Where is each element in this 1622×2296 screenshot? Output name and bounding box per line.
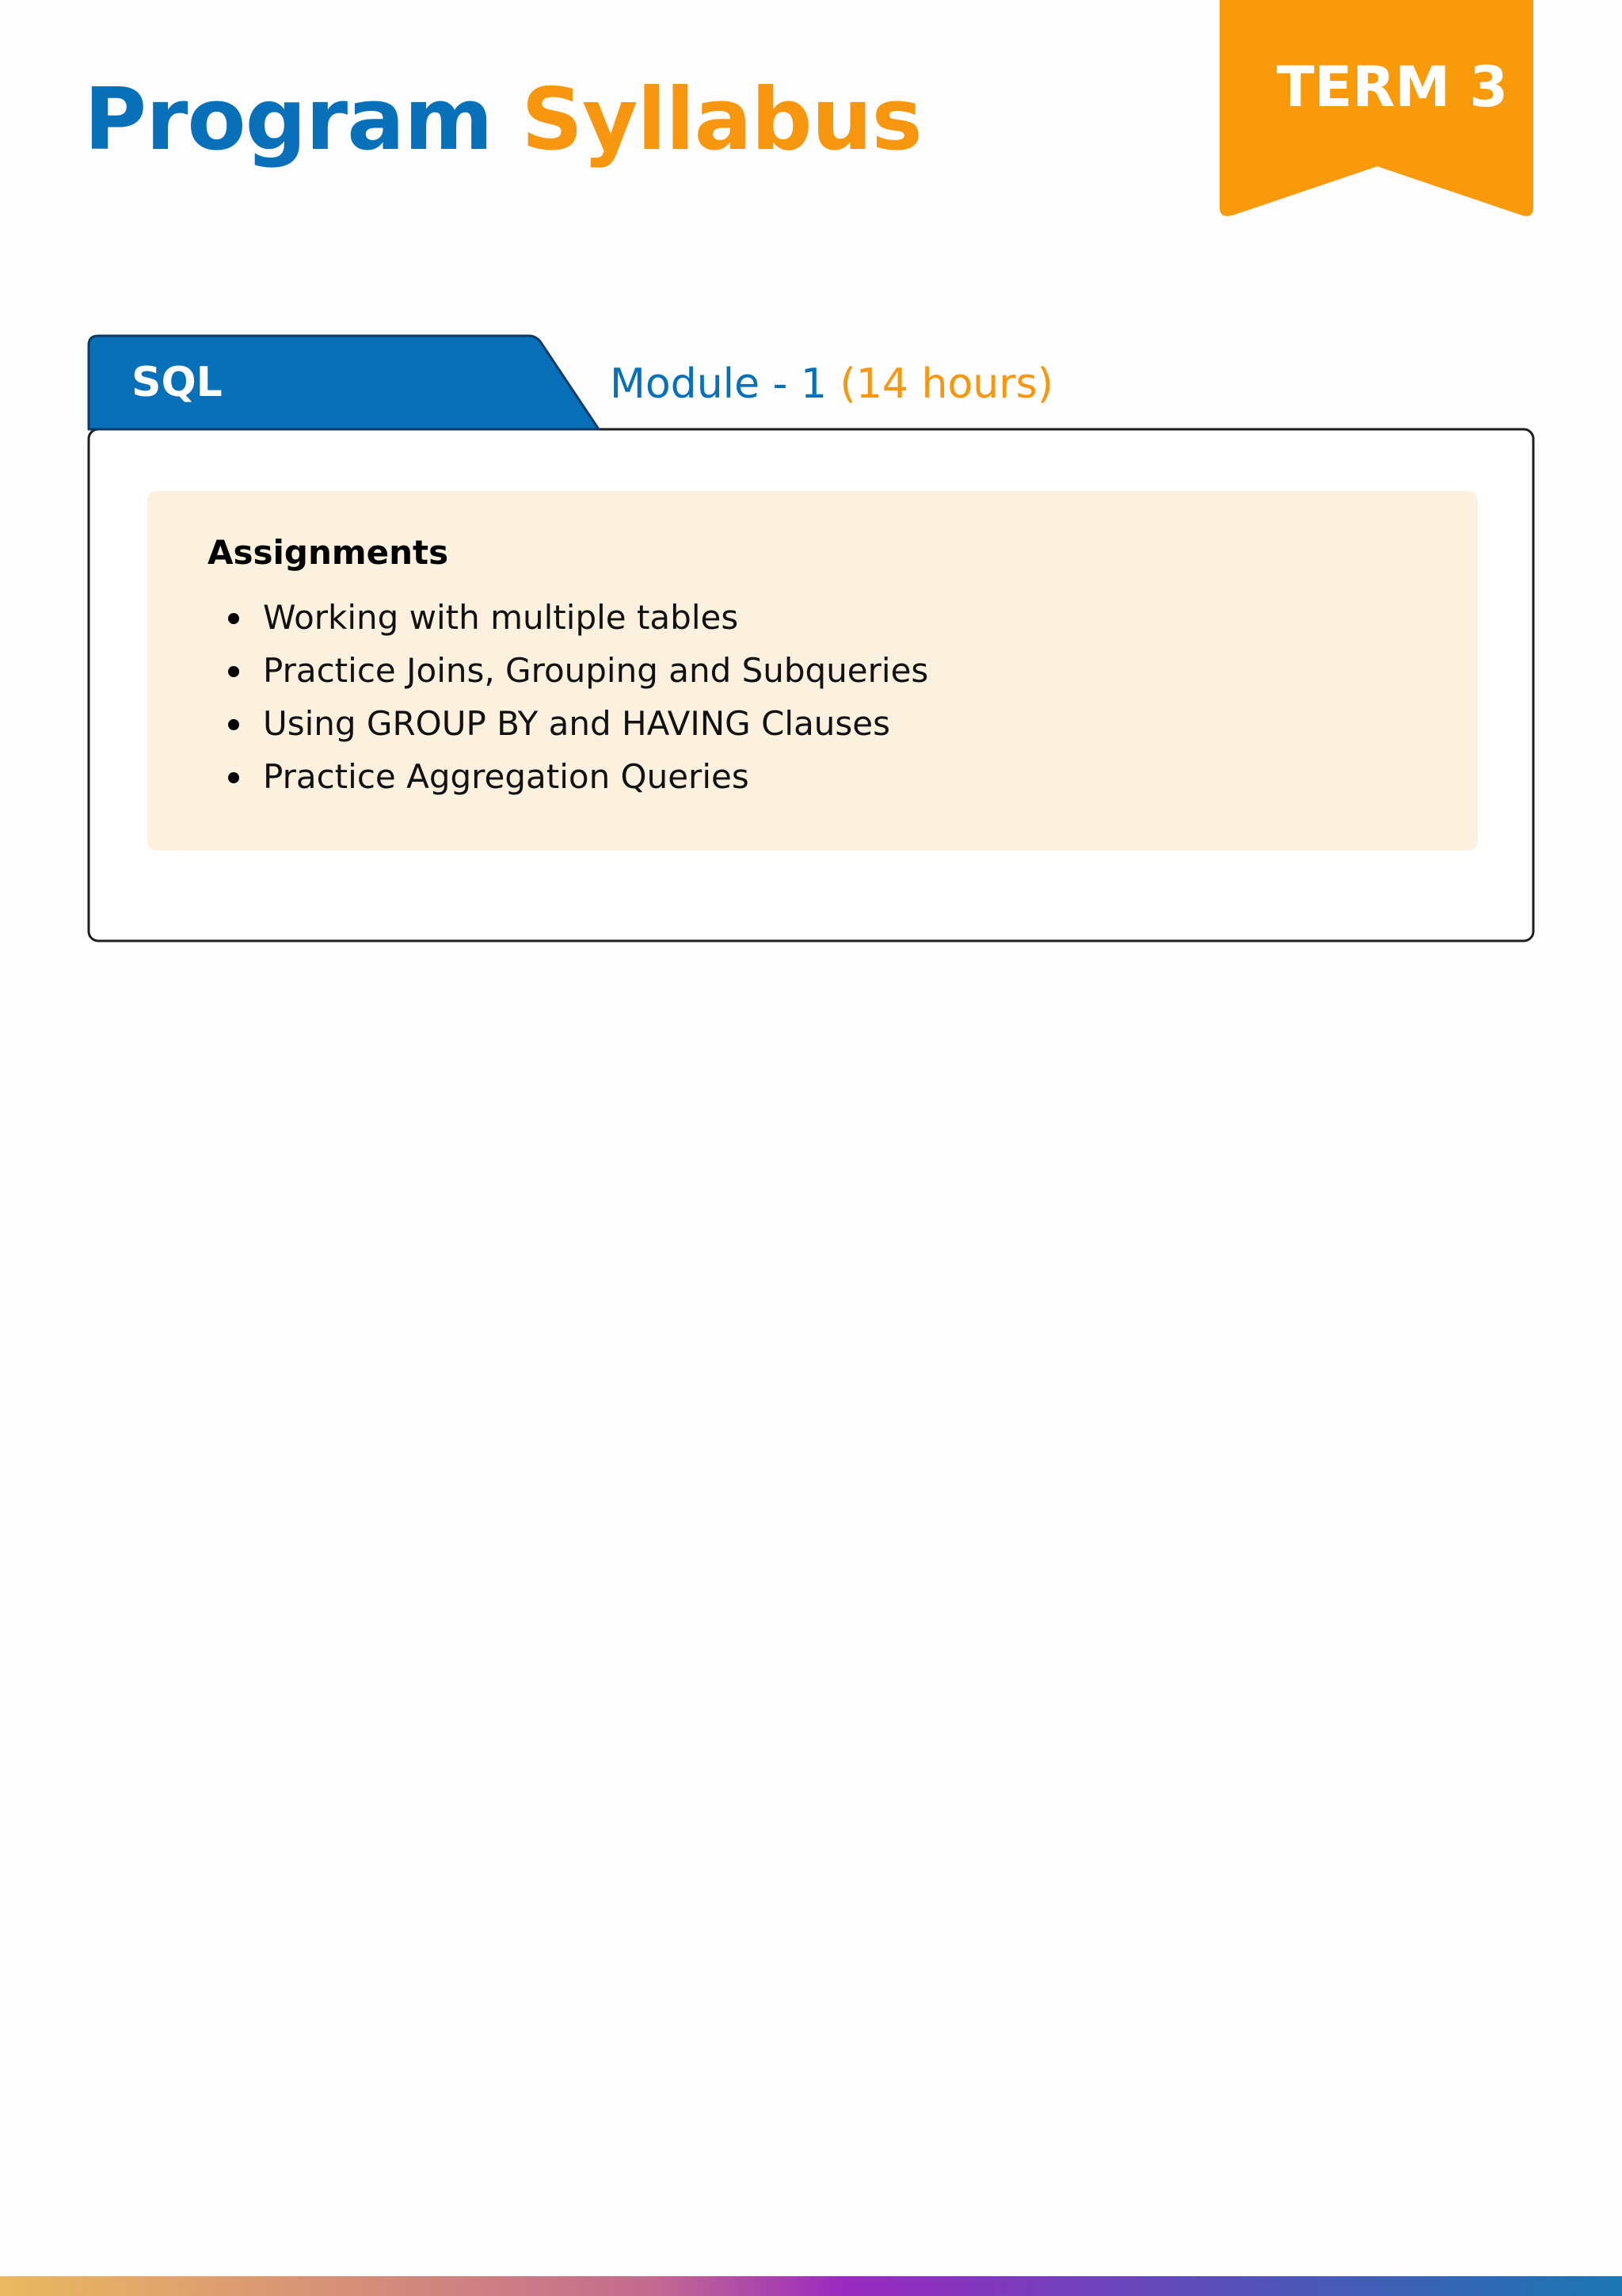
assignment-text: Working with multiple tables — [263, 598, 739, 637]
list-item — [208, 650, 928, 703]
assignment-text: Using GROUP BY and HAVING Clauses — [263, 704, 891, 743]
assignment-text: Practice Joins, Grouping and Subqueries — [263, 651, 929, 690]
page-title-syllabus: Syllabus — [521, 70, 922, 169]
term-ribbon — [1220, 0, 1533, 220]
list-item — [208, 597, 928, 650]
term-label: TERM 3 — [1276, 55, 1509, 120]
bullet-icon — [228, 772, 239, 783]
bullet-icon — [228, 666, 239, 677]
module-heading — [610, 360, 1053, 409]
assignments-panel — [147, 491, 1478, 851]
module-card — [87, 334, 1535, 942]
course-tab-sql: SQL — [131, 359, 223, 406]
page-title — [84, 70, 922, 169]
assignments-list — [208, 597, 928, 809]
page-title-program: Program — [84, 70, 493, 169]
module-duration: (14 hours) — [840, 360, 1054, 408]
bullet-icon — [228, 613, 239, 624]
module-name: Module - 1 — [610, 360, 827, 408]
list-item — [208, 756, 928, 809]
footer-gradient-bar — [0, 2276, 1622, 2296]
assignment-text: Practice Aggregation Queries — [263, 757, 749, 796]
bullet-icon — [228, 719, 239, 730]
list-item — [208, 703, 928, 756]
assignments-heading: Assignments — [208, 533, 449, 572]
